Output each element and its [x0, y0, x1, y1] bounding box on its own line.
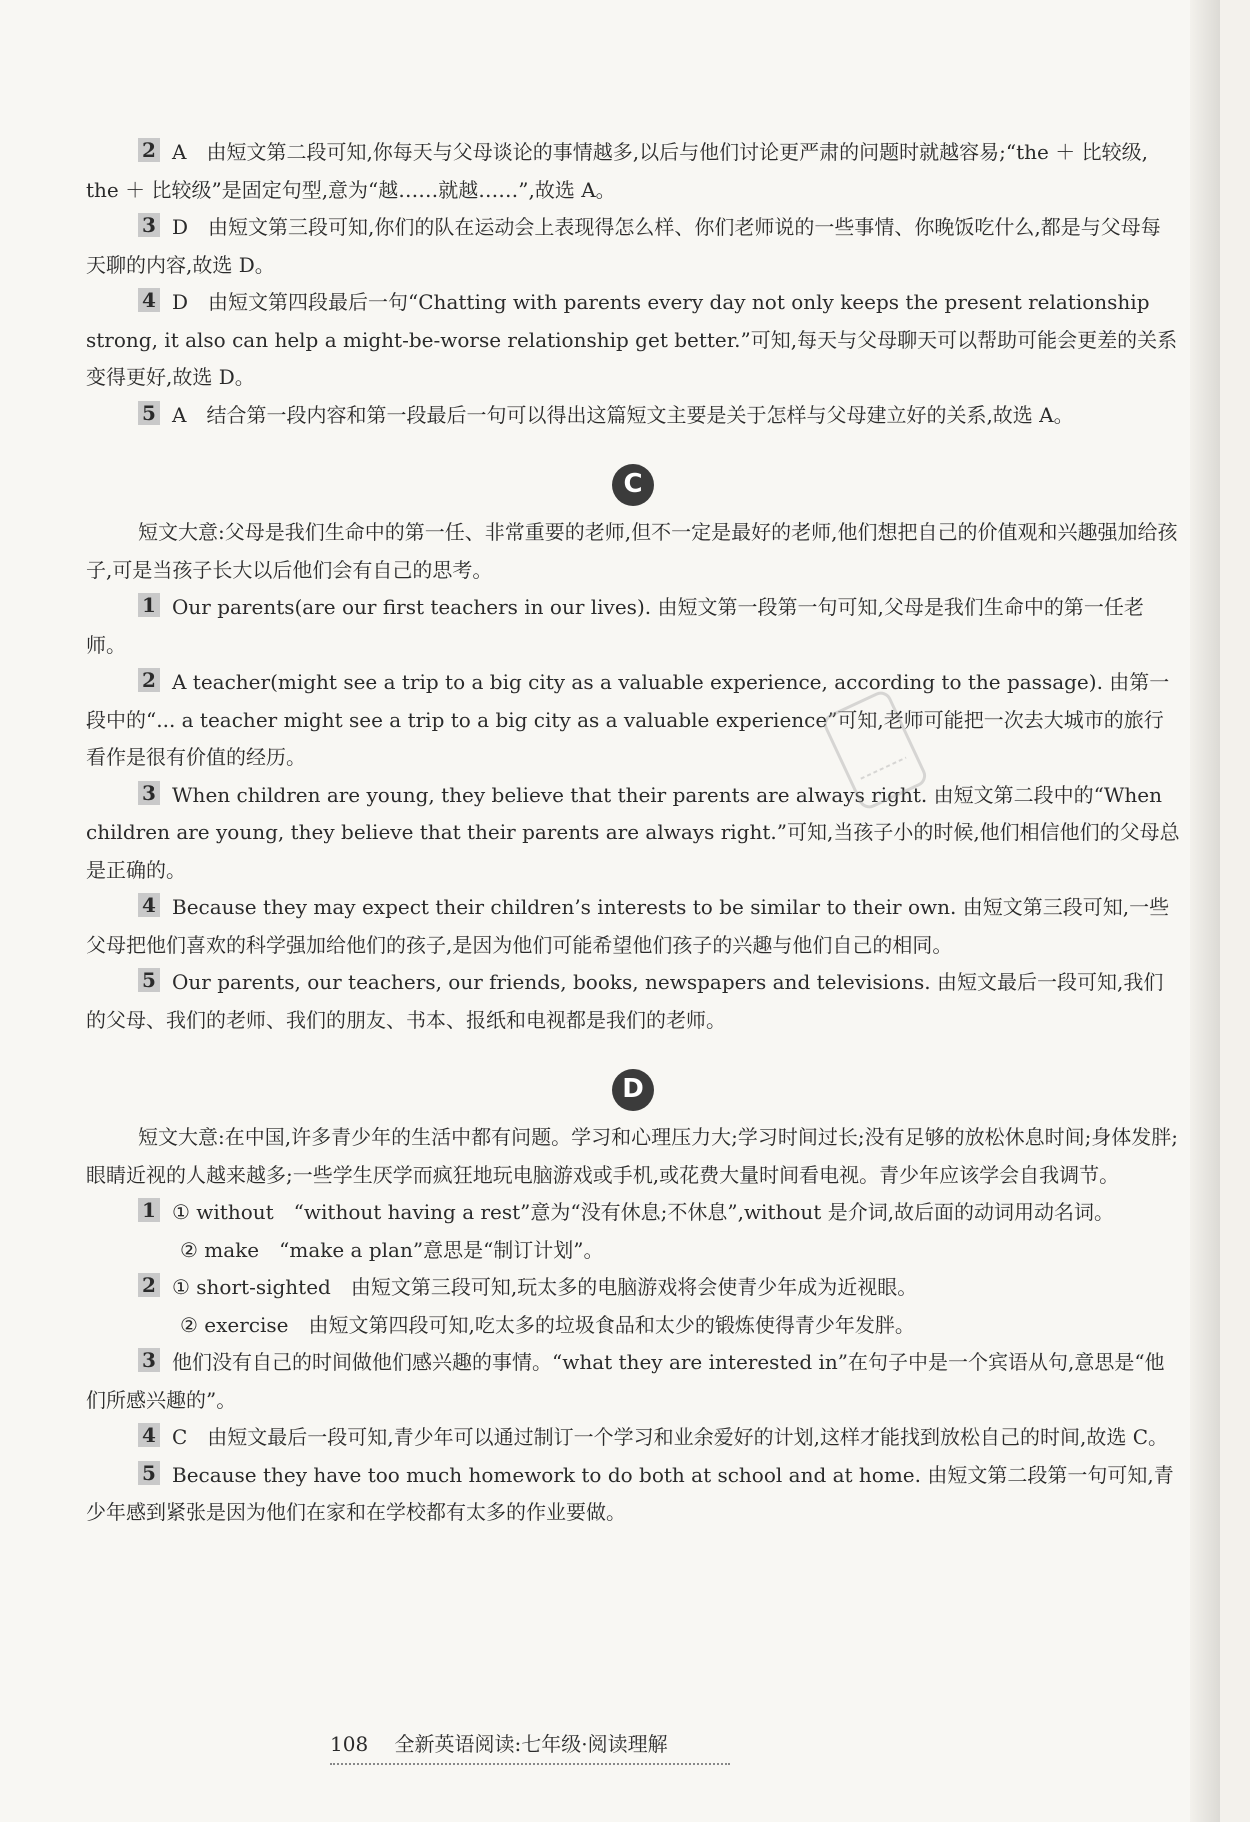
answer-item — [86, 1194, 1180, 1232]
answer-number: 3 — [138, 213, 160, 237]
answer-text: Our parents(are our first teachers in our lives). 由短文第一段第一句可知,父母是我们生命中的第一任老师。 — [86, 595, 1144, 657]
answer-number: 1 — [138, 593, 160, 617]
section-d-badge: D — [612, 1069, 654, 1111]
answer-text: ① short-sighted 由短文第三段可知,玩太多的电脑游戏将会使青少年成为近视眼。 — [172, 1275, 918, 1299]
answer-number: 4 — [138, 893, 160, 917]
answer-item — [86, 397, 1180, 435]
answer-number: 5 — [138, 968, 160, 992]
page-footer — [330, 1728, 730, 1765]
answer-item — [86, 1269, 1180, 1307]
answer-number: 1 — [138, 1198, 160, 1222]
answer-text: A 由短文第二段可知,你每天与父母谈论的事情越多,以后与他们讨论更严肃的问题时就越容易;“the ＋ 比较级, the ＋ 比较级”是固定句型,意为“越……就越……”,故选 A。 — [86, 140, 1148, 202]
answer-item — [86, 589, 1180, 664]
answer-item — [86, 1457, 1180, 1532]
answer-subitem: ② make “make a plan”意思是“制订计划”。 — [180, 1237, 604, 1262]
answer-text: 他们没有自己的时间做他们感兴趣的事情。“what they are interested in”在句子中是一个宾语从句,意思是“他们所感兴趣的”。 — [86, 1350, 1165, 1412]
section-c-summary: 短文大意:父母是我们生命中的第一任、非常重要的老师,但不一定是最好的老师,他们想把自己的价值观和兴趣强加给孩子,可是当孩子长大以后他们会有自己的思考。 — [86, 520, 1178, 582]
answer-item — [86, 209, 1180, 284]
answer-item — [86, 284, 1180, 397]
answer-text: C 由短文最后一段可知,青少年可以通过制订一个学习和业余爱好的计划,这样才能找到放松自己的时间,故选 C。 — [172, 1425, 1169, 1449]
answer-number: 2 — [138, 1273, 160, 1297]
answer-number: 2 — [138, 668, 160, 692]
answer-item — [86, 964, 1180, 1039]
answer-number: 2 — [138, 138, 160, 162]
answer-content — [86, 134, 1180, 1532]
page-edge-shadow — [1190, 0, 1220, 1822]
section-d-summary: 短文大意:在中国,许多青少年的生活中都有问题。学习和心理压力大;学习时间过长;没有足够的放松休息时间;身体发胖;眼睛近视的人越来越多;一些学生厌学而疯狂地玩电脑游戏或手机,或花费大量时间看电视。青少年应该学会自我调节。 — [86, 1125, 1179, 1187]
answer-item — [86, 1419, 1180, 1457]
answer-text: Our parents, our teachers, our friends, books, newspapers and televisions. 由短文最后一段可知,我们的父母、我们的老师、我们的朋友、书本、报纸和电视都是我们的老师。 — [86, 970, 1164, 1032]
answer-item — [86, 664, 1180, 777]
answer-text: Because they may expect their children’s interests to be similar to their own. 由短文第三段可知,一些父母把他们喜欢的科学强加给他们的孩子,是因为他们可能希望他们孩子的兴趣与他们自己的相同。 — [86, 895, 1170, 957]
section-c-header — [86, 464, 1180, 506]
answer-number: 3 — [138, 1348, 160, 1372]
answer-number: 5 — [138, 401, 160, 425]
answer-subitem: ② exercise 由短文第四段可知,吃太多的垃圾食品和太少的锻炼使得青少年发胖。 — [180, 1312, 915, 1337]
page-number: 108 — [330, 1732, 369, 1756]
answer-text: Because they have too much homework to do both at school and at home. 由短文第二段第一句可知,青少年感到紧张是因为他们在家和在学校都有太多的作业要做。 — [86, 1462, 1174, 1524]
section-d-header — [86, 1069, 1180, 1111]
answer-text: D 由短文第四段最后一句“Chatting with parents every day not only keeps the present relationship strong, it also can help a might-be-worse relationship get better.”可知,每天与父母聊天可以帮助可能会更差的关系变得更好,故选 D。 — [86, 290, 1178, 389]
section-c-badge: C — [612, 464, 654, 506]
answer-text: A 结合第一段内容和第一段最后一句可以得出这篇短文主要是关于怎样与父母建立好的关系,故选 A。 — [172, 402, 1074, 427]
answer-item — [86, 777, 1180, 890]
answer-item — [86, 889, 1180, 964]
answer-item — [86, 1344, 1180, 1419]
answer-text: A teacher(might see a trip to a big city as a valuable experience, according to the passage). 由第一段中的“... a teacher might see a trip to a big city as a valuable experience”可知,老师可能把一次去大城市的旅行看作是很有价值的经历。 — [86, 670, 1170, 769]
answer-number: 4 — [138, 288, 160, 312]
answer-number: 5 — [138, 1461, 160, 1485]
answer-number: 3 — [138, 781, 160, 805]
answer-text: When children are young, they believe that their parents are always right. 由短文第二段中的“When children are young, they believe that their parents are always right.”可知,当孩子小的时候,他们相信他们的父母总是正确的。 — [86, 782, 1180, 882]
answer-text: ① without “without having a rest”意为“没有休息;不休息”,without 是介词,故后面的动词用动名词。 — [172, 1200, 1115, 1224]
answer-item — [86, 134, 1180, 209]
book-title: 全新英语阅读:七年级·阅读理解 — [394, 1732, 668, 1756]
answer-number: 4 — [138, 1423, 160, 1447]
footer-dotted-rule — [330, 1763, 730, 1765]
answer-text: D 由短文第三段可知,你们的队在运动会上表现得怎么样、你们老师说的一些事情、你晚饭吃什么,都是与父母每天聊的内容,故选 D。 — [86, 215, 1161, 277]
